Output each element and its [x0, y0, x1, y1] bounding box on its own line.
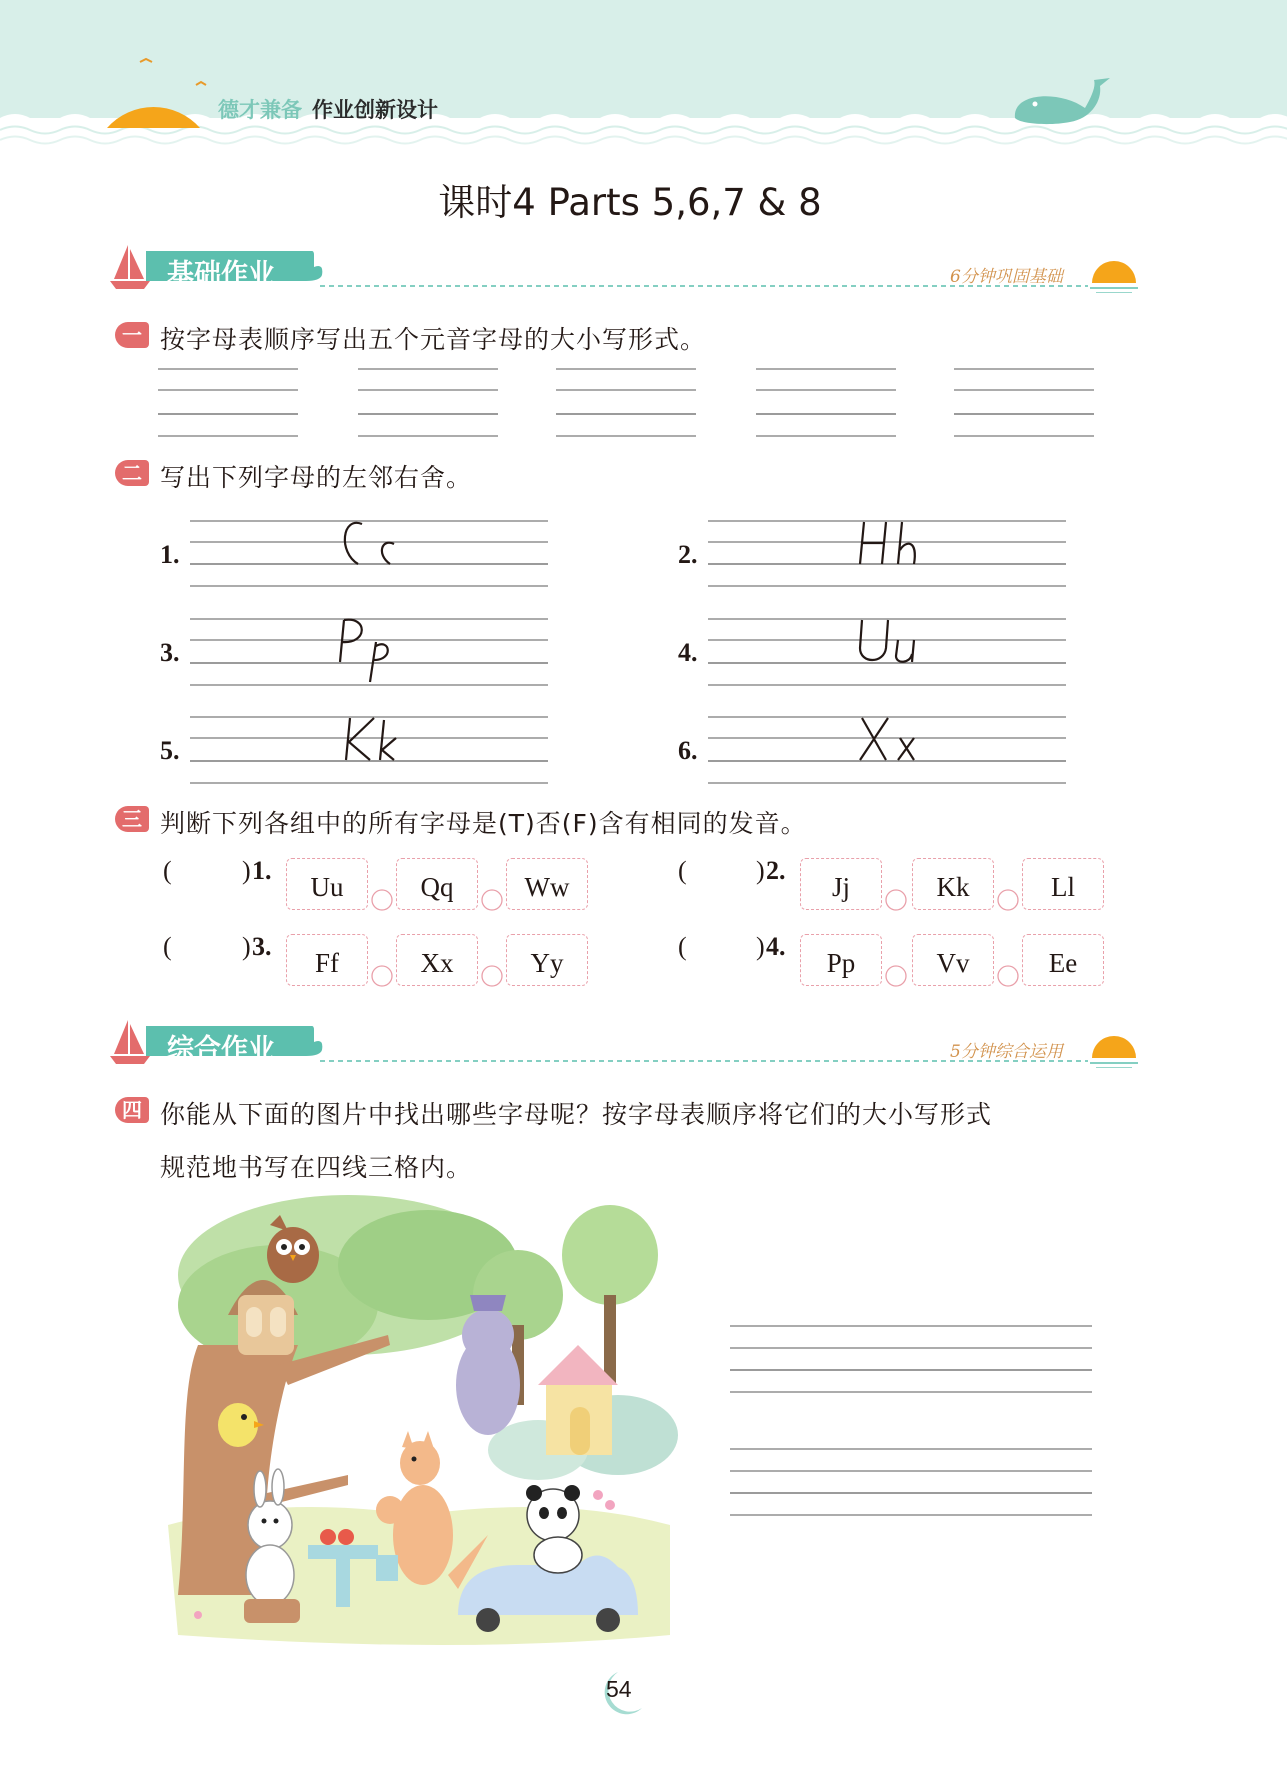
page-number: 54 — [606, 1676, 632, 1702]
group-number-1: 1. — [252, 856, 272, 885]
question-text-4-line1: 你能从下面的图片中找出哪些字母呢？按字母表顺序将它们的大小写形式 — [160, 1100, 993, 1129]
answer-paren-open-1[interactable]: ( — [163, 856, 172, 885]
section-label-comprehensive: 综合作业 — [167, 1034, 275, 1065]
item-number-3: 3. — [160, 638, 180, 667]
letter-xx — [852, 706, 932, 776]
letter-uu — [852, 608, 932, 678]
question-text-2: 写出下列字母的左邻右舍。 — [160, 463, 473, 492]
park-illustration — [158, 1195, 678, 1655]
letter-option: Ff — [286, 934, 368, 986]
letter-kk — [340, 706, 410, 776]
sun-icon — [1090, 261, 1138, 293]
brand-name-dark: 作业创新设计 — [312, 98, 438, 122]
sailboat-icon — [110, 1020, 150, 1064]
item-number-1: 1. — [160, 540, 180, 569]
question-badge-3: 三 — [115, 806, 149, 832]
item-number-2: 2. — [678, 540, 698, 569]
answer-paren-close-4: ) — [756, 932, 765, 961]
group-number-4: 4. — [766, 932, 786, 961]
item-number-4: 4. — [678, 638, 698, 667]
letter-option: Xx — [396, 934, 478, 986]
item-number-6: 6. — [678, 736, 698, 765]
letter-option: Pp — [800, 934, 882, 986]
answer-paren-close-3: ) — [242, 932, 251, 961]
answer-paren-open-2[interactable]: ( — [678, 856, 687, 885]
letter-hh — [852, 510, 932, 580]
letter-pp — [334, 608, 414, 688]
group-number-2: 2. — [766, 856, 786, 885]
letter-option: Ee — [1022, 934, 1104, 986]
letter-option: Kk — [912, 858, 994, 910]
letter-cc — [330, 510, 410, 580]
sun-icon — [1090, 1036, 1138, 1068]
question-badge-1: 一 — [115, 322, 149, 348]
letter-option: Vv — [912, 934, 994, 986]
letter-option: Ll — [1022, 858, 1104, 910]
letter-option: Yy — [506, 934, 588, 986]
header-banner — [0, 0, 1287, 150]
answer-paren-close-1: ) — [242, 856, 251, 885]
item-number-5: 5. — [160, 736, 180, 765]
letter-option: Qq — [396, 858, 478, 910]
vowel-writing-lines[interactable] — [158, 368, 1098, 440]
question-badge-4: 四 — [115, 1097, 149, 1123]
letter-option: Uu — [286, 858, 368, 910]
brand-name-colored: 德才兼备 — [218, 98, 302, 122]
question-badge-2: 二 — [115, 460, 149, 486]
letter-option: Jj — [800, 858, 882, 910]
option-connector-marks — [360, 880, 1160, 990]
page-title: 课时4 Parts 5,6,7 & 8 — [438, 181, 822, 224]
group-number-3: 3. — [252, 932, 272, 961]
answer-paren-open-4[interactable]: ( — [678, 932, 687, 961]
letter-option: Ww — [506, 858, 588, 910]
section-subtitle-comprehensive: 5分钟综合运用 — [950, 1042, 1063, 1062]
sailboat-icon — [110, 245, 150, 289]
question-text-1: 按字母表顺序写出五个元音字母的大小写形式。 — [160, 325, 707, 354]
answer-paren-close-2: ) — [756, 856, 765, 885]
section-subtitle-basic: 6分钟巩固基础 — [950, 267, 1063, 287]
section-label-basic: 基础作业 — [167, 259, 275, 290]
answer-paren-open-3[interactable]: ( — [163, 932, 172, 961]
letters-writing-lines[interactable] — [728, 1318, 1098, 1518]
question-text-4-line2: 规范地书写在四线三格内。 — [160, 1153, 473, 1182]
question-text-3: 判断下列各组中的所有字母是(T)否(F)含有相同的发音。 — [160, 809, 807, 838]
